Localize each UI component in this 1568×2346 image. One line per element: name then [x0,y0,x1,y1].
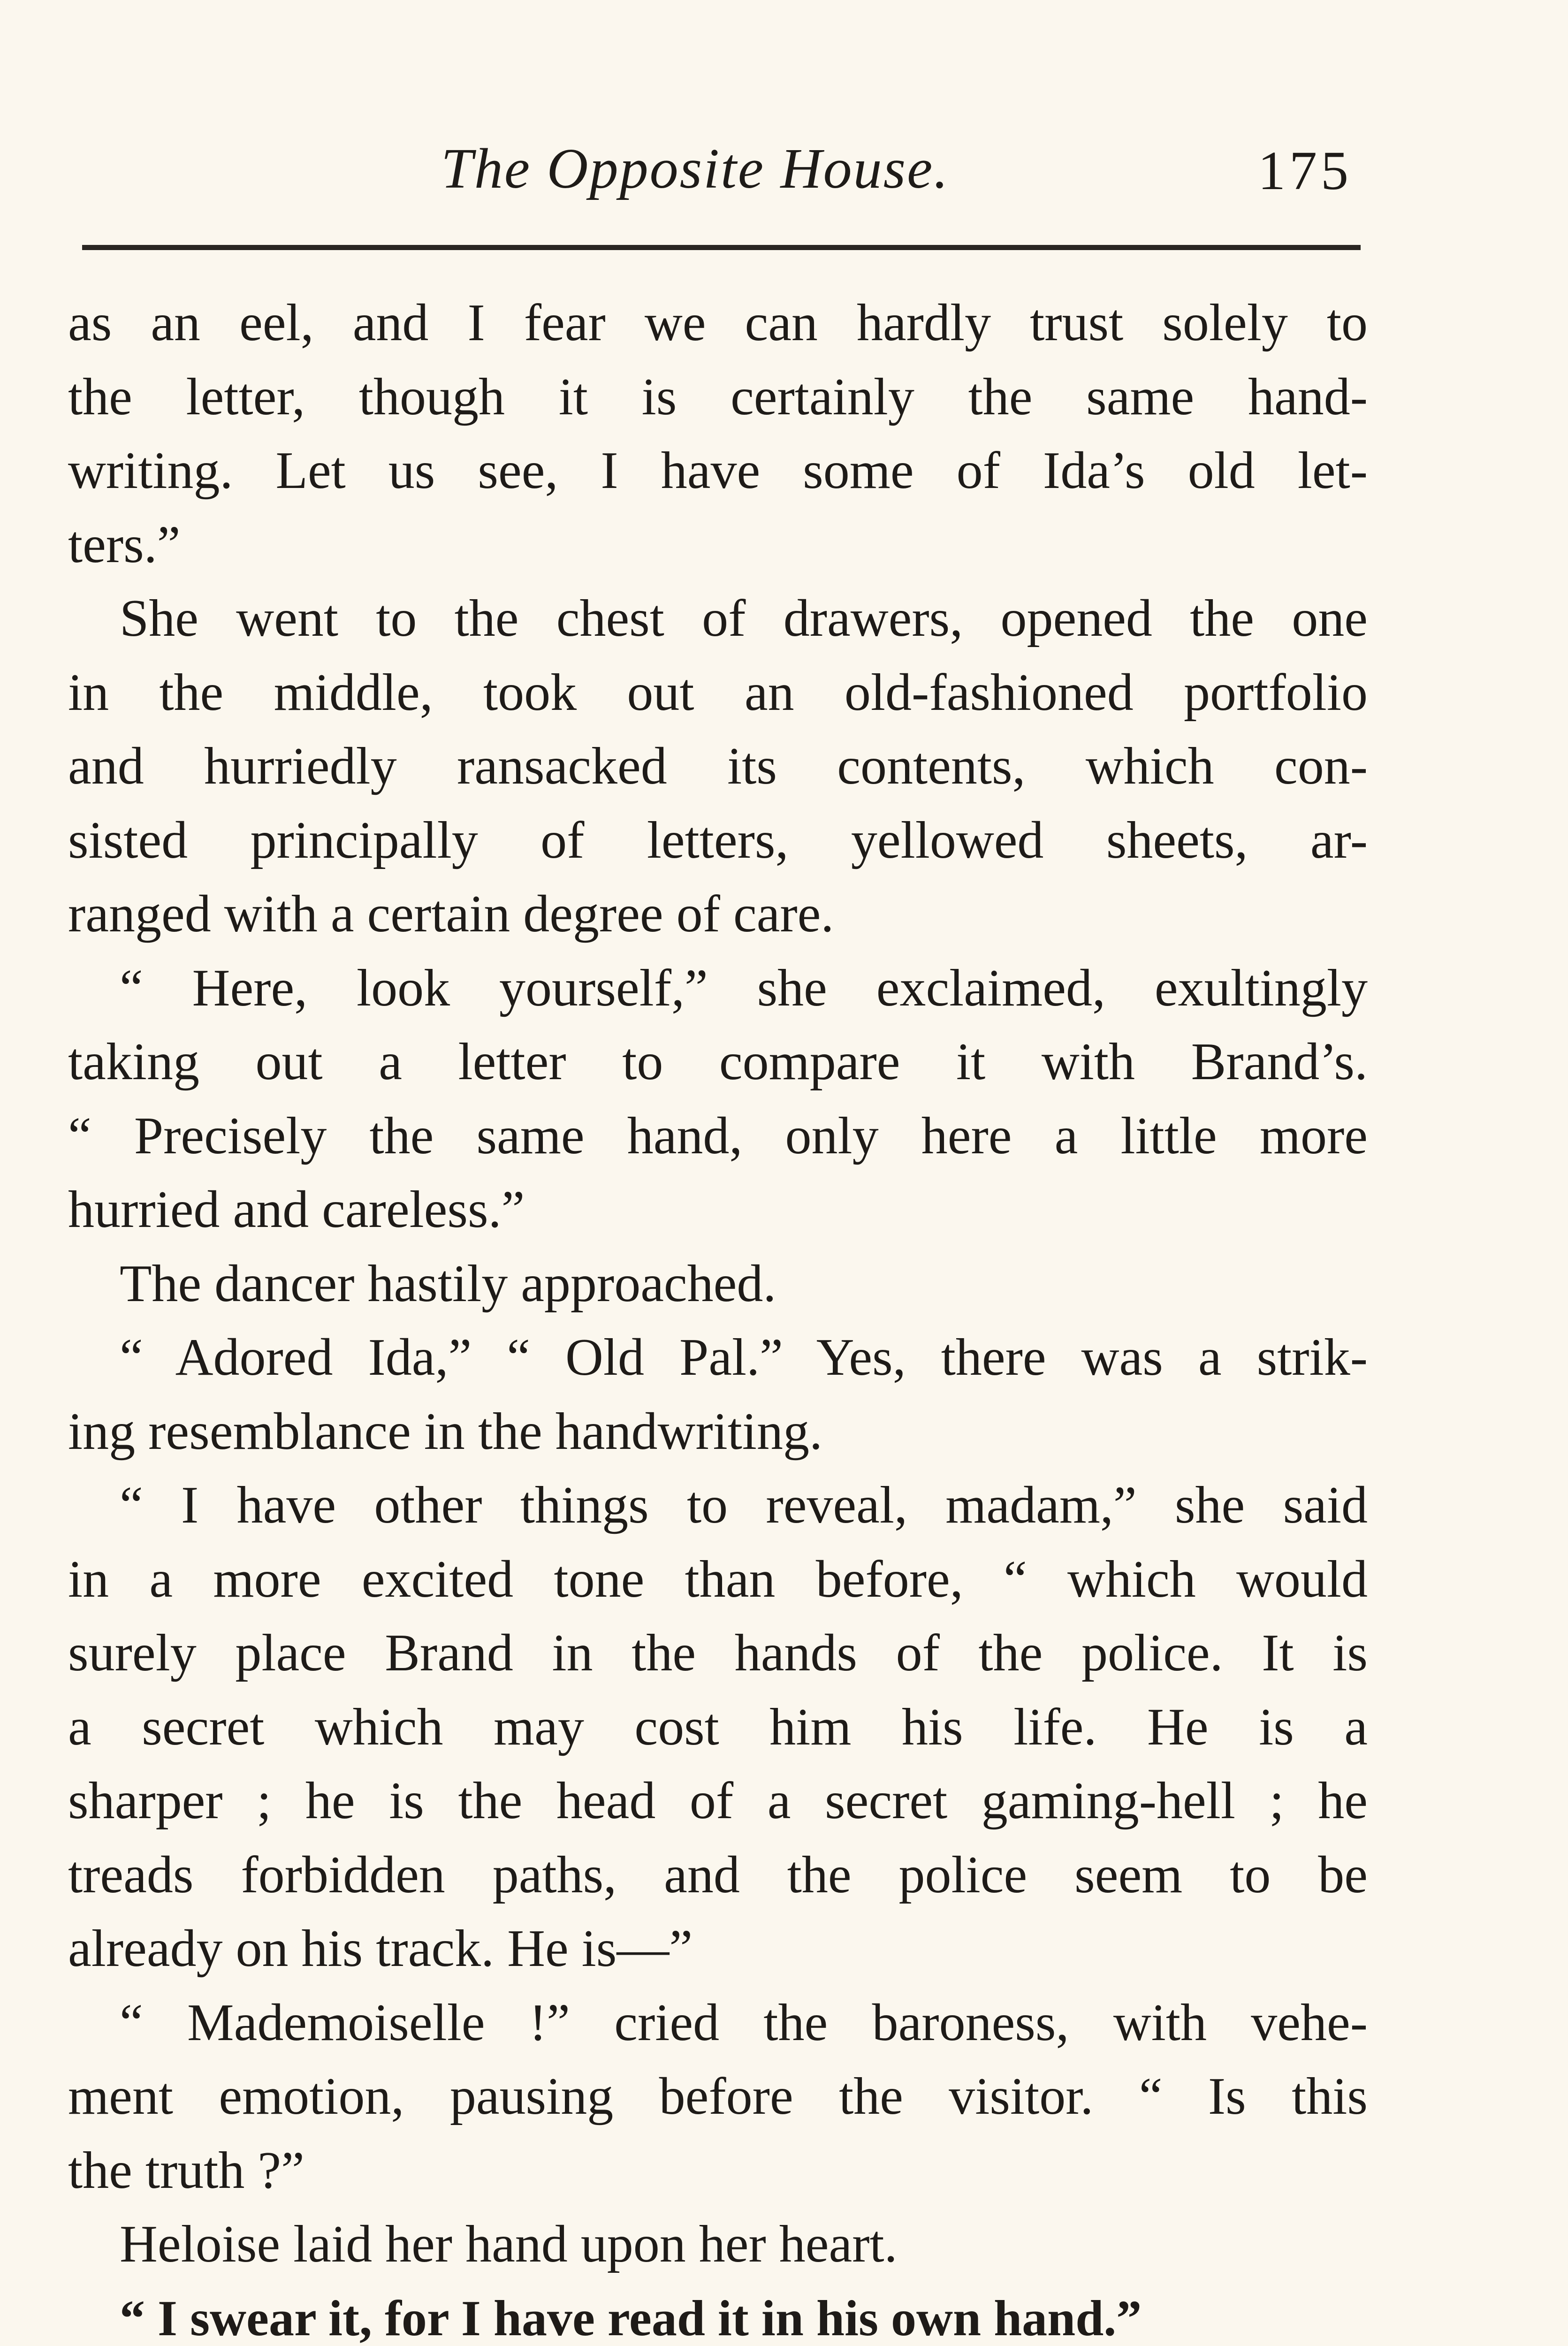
text-line: “ I swear it, for I have read it in his own hand.” [120,2290,1142,2346]
text-line: ranged with a certain degree of care. [68,885,834,943]
text-line: the truth ?” [68,2141,304,2200]
text-line: treads forbidden paths, and the police seem to be [68,1845,1368,1904]
text-line: “ Adored Ida,” “ Old Pal.” Yes, there was a strik- [120,1328,1368,1386]
page-number: 175 [1258,140,1352,201]
text-line: hurried and careless.” [68,1181,525,1239]
text-line: “ Mademoiselle !” cried the baroness, with vehe- [120,1993,1368,2052]
page-header [70,117,1352,211]
text-line: already on his track. He is—” [68,1919,693,1978]
text-line: in the middle, took out an old-fashioned portfolio [68,663,1368,722]
running-title: The Opposite House. [441,137,950,200]
text-line: a secret which may cost him his life. He is a [68,1698,1368,1756]
text-line: Heloise laid her hand upon her heart. [120,2215,898,2273]
text-line: She went to the chest of drawers, opened the one [120,589,1368,647]
text-line: “ Precisely the same hand, only here a little more [68,1106,1368,1165]
body-text [68,286,1368,2346]
text-line: sharper ; he is the head of a secret gaming-hell ; he [68,1772,1368,1830]
text-line: taking out a letter to compare it with Brand’s. [68,1033,1368,1091]
text-line: sisted principally of letters, yellowed sheets, ar- [68,811,1368,869]
header-rule [82,245,1361,250]
text-line: in a more excited tone than before, “ which would [68,1550,1368,1608]
text-line: as an eel, and I fear we can hardly trust solely to [68,294,1368,352]
text-line: writing. Let us see, I have some of Ida’s old let- [68,442,1368,500]
text-line: surely place Brand in the hands of the police. It is [68,1624,1368,1682]
text-line: and hurriedly ransacked its contents, which con- [68,737,1368,795]
text-line: ters.” [68,515,181,574]
text-line: the letter, though it is certainly the same hand- [68,367,1368,426]
text-line: The dancer hastily approached. [120,1254,776,1313]
text-line: “ Here, look yourself,” she exclaimed, exultingly [120,959,1368,1017]
text-line: ing resemblance in the handwriting. [68,1402,822,1461]
text-line: ment emotion, pausing before the visitor. “ Is this [68,2067,1368,2125]
text-line: “ I have other things to reveal, madam,” she said [120,1476,1368,1534]
